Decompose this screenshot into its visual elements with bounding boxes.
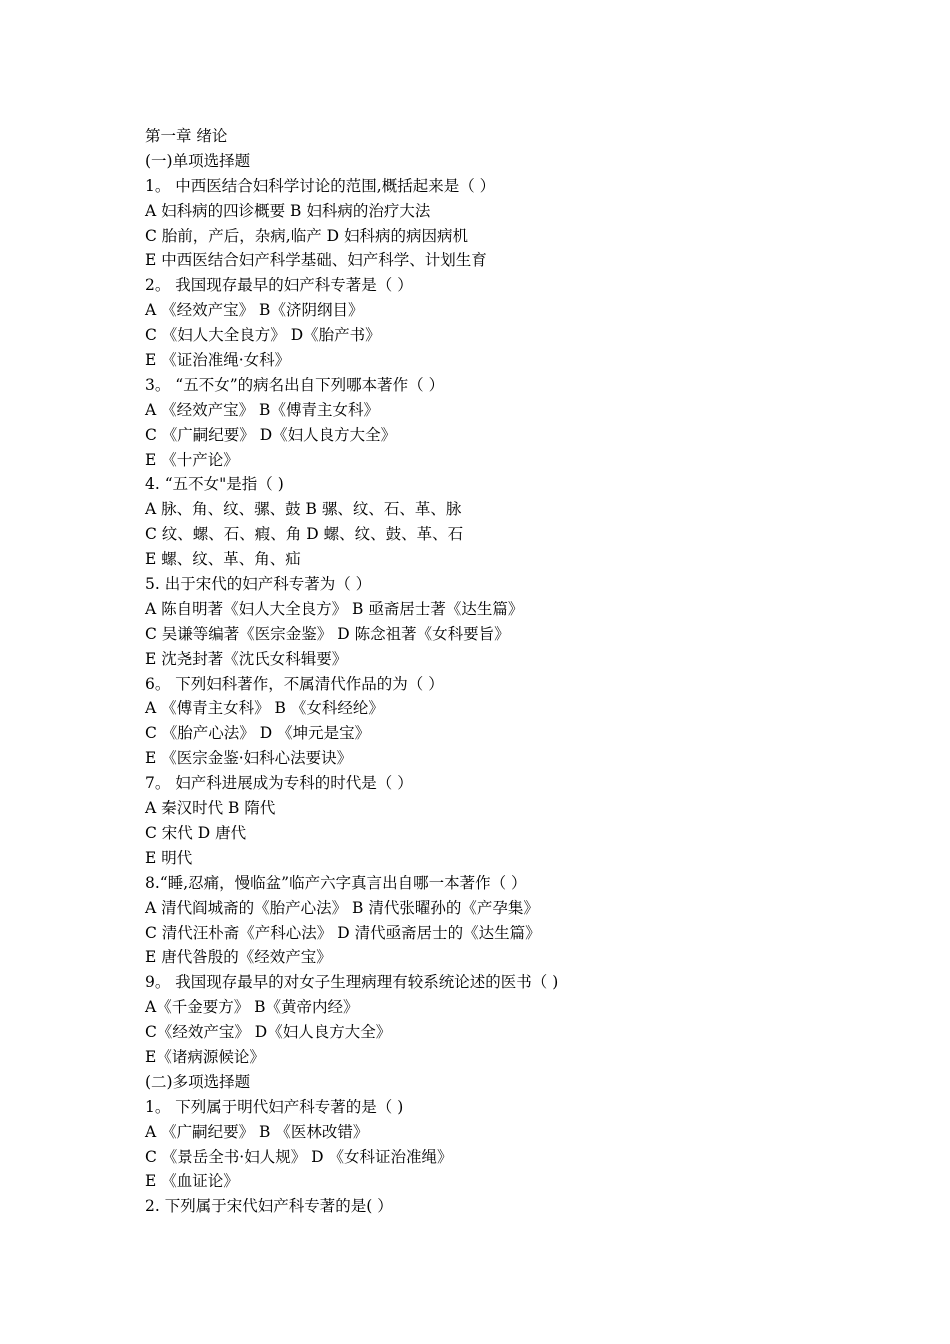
answer-option: C 胎前，产后，杂病,临产 D 妇科病的病因病机 <box>145 226 468 245</box>
answer-option: E 螺、纹、革、角、疝 <box>145 550 301 569</box>
question-text: 6。 下列妇科著作，不属清代作品的为（ ） <box>145 674 444 693</box>
answer-option: E 《十产论》 <box>145 450 239 469</box>
answer-option: A 《经效产宝》 B《傅青主女科》 <box>145 400 379 419</box>
question-text: 1。 下列属于明代妇产科专著的是（ ) <box>145 1097 404 1116</box>
question-text: 7。 妇产科进展成为专科的时代是（ ） <box>145 774 413 793</box>
answer-option: C 《广嗣纪要》 D《妇人良方大全》 <box>145 425 397 444</box>
answer-option: E 明代 <box>145 848 193 867</box>
answer-option: E 《医宗金鉴·妇科心法要诀》 <box>145 749 353 768</box>
answer-option: A 《广嗣纪要》 B 《医林改错》 <box>145 1122 369 1141</box>
document-body <box>145 124 845 1219</box>
question-text: 1。 中西医结合妇科学讨论的范围,概括起来是（ ） <box>145 176 496 195</box>
answer-option: A 脉、角、纹、骡、鼓 B 骡、纹、石、革、脉 <box>145 500 462 519</box>
answer-option: C 清代汪朴斋《产科心法》 D 清代亟斋居士的《达生篇》 <box>145 923 541 942</box>
answer-option: E 《证治准绳·女科》 <box>145 351 291 370</box>
answer-option: A 秦汉时代 B 隋代 <box>145 799 276 818</box>
answer-option: E 中西医结合妇产科学基础、妇产科学、计划生育 <box>145 251 487 270</box>
answer-option: C 《景岳全书·妇人规》 D 《女科证治准绳》 <box>145 1147 453 1166</box>
answer-option: E 沈尧封著《沈氏女科辑要》 <box>145 649 348 668</box>
answer-option: E《诸病源候论》 <box>145 1047 265 1066</box>
answer-option: C 宋代 D 唐代 <box>145 823 247 842</box>
answer-option: A 《傅青主女科》 B 《女科经纶》 <box>145 699 384 718</box>
answer-option: A 陈自明著《妇人大全良方》 B 亟斋居士著《达生篇》 <box>145 599 524 618</box>
answer-option: C 吴谦等编著《医宗金鉴》 D 陈念祖著《女科要旨》 <box>145 624 510 643</box>
answer-option: C 纹、螺、石、瘕、角 D 螺、纹、鼓、革、石 <box>145 525 464 544</box>
answer-option: E 《血证论》 <box>145 1172 239 1191</box>
question-text: 5. 出于宋代的妇产科专著为（ ） <box>145 575 372 594</box>
question-text: 8.“睡,忍痛，慢临盆”临产六字真言出自哪一本著作（ ） <box>145 873 527 892</box>
question-text: 9。 我国现存最早的对女子生理病理有较系统论述的医书（ ) <box>145 973 559 992</box>
question-text: 4. “五不女"是指（ ) <box>145 475 284 494</box>
answer-option: A 《经效产宝》 B《济阴纲目》 <box>145 301 364 320</box>
answer-option: A《千金要方》 B《黄帝内经》 <box>145 998 359 1017</box>
section-heading-multiple-choice: (二)多项选择题 <box>145 1072 251 1091</box>
answer-option: A 清代阎城斋的《胎产心法》 B 清代张曜孙的《产孕集》 <box>145 898 539 917</box>
answer-option: E 唐代昝殷的《经效产宝》 <box>145 948 332 967</box>
question-text: 2。 我国现存最早的妇产科专著是（ ） <box>145 276 413 295</box>
answer-option: A 妇科病的四诊概要 B 妇科病的治疗大法 <box>145 201 431 220</box>
answer-option: C 《妇人大全良方》 D《胎产书》 <box>145 326 381 345</box>
question-text: 3。 “五不女”的病名出自下列哪本著作（ ） <box>145 375 445 394</box>
answer-option: C《经效产宝》 D《妇人良方大全》 <box>145 1023 392 1042</box>
chapter-title: 第一章 绪论 <box>145 127 228 145</box>
section-heading-single-choice: (一)单项选择题 <box>145 151 251 170</box>
answer-option: C 《胎产心法》 D 《坤元是宝》 <box>145 724 371 743</box>
question-text: 2. 下列属于宋代妇产科专著的是( ） <box>145 1197 393 1216</box>
